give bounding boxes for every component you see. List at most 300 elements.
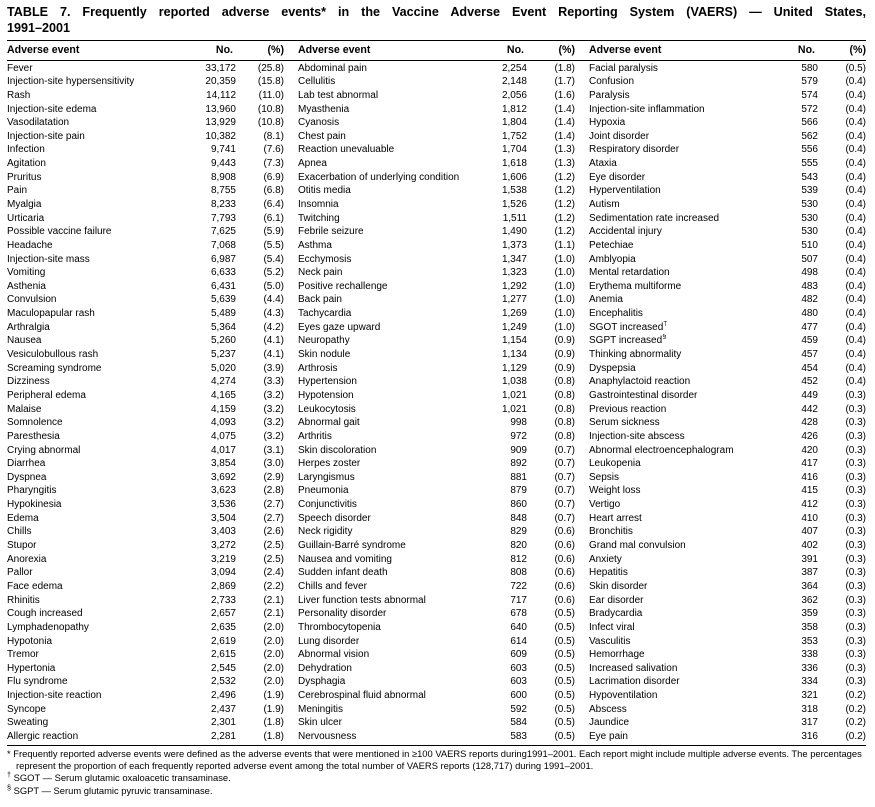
table-row xyxy=(7,594,284,608)
event-count: 1,511 xyxy=(502,212,527,224)
adverse-event-name: Facial paralysis xyxy=(589,62,658,74)
event-count: 5,237 xyxy=(210,349,236,361)
table-body xyxy=(7,61,866,745)
event-percent: (0.7) xyxy=(554,458,575,470)
adverse-event-name: Abdominal pain xyxy=(298,62,367,74)
event-count: 2,056 xyxy=(501,89,527,101)
table-row xyxy=(298,730,575,744)
table-row xyxy=(7,484,284,498)
header-no: No. xyxy=(506,43,524,56)
event-percent: (1.4) xyxy=(554,130,575,142)
adverse-event-name: Hyperventilation xyxy=(589,185,661,197)
table-row xyxy=(298,484,575,498)
event-percent: (0.5) xyxy=(554,676,575,688)
event-percent: (0.3) xyxy=(845,649,866,661)
event-percent: (1.6) xyxy=(554,89,575,101)
table-row xyxy=(589,580,866,594)
adverse-event-name: Dysphagia xyxy=(298,676,346,688)
table-row xyxy=(7,375,284,389)
table-row xyxy=(7,266,284,280)
event-count: 8,908 xyxy=(210,171,236,183)
event-count: 1,804 xyxy=(501,117,527,129)
table-row xyxy=(589,594,866,608)
table-row xyxy=(7,116,284,130)
table-row xyxy=(298,648,575,662)
adverse-event-name: Pharyngitis xyxy=(7,485,57,497)
event-percent: (0.4) xyxy=(845,185,866,197)
adverse-event-name: Sedimentation rate increased xyxy=(589,212,720,224)
event-count: 2,148 xyxy=(501,76,527,88)
table-header xyxy=(7,41,866,60)
header-no: No. xyxy=(215,43,233,56)
event-count: 3,403 xyxy=(210,526,236,538)
event-percent: (11.0) xyxy=(258,89,284,101)
event-percent: (15.8) xyxy=(257,76,284,88)
event-percent: (10.8) xyxy=(257,103,284,115)
event-percent: (6.1) xyxy=(263,212,284,224)
column-group-2 xyxy=(298,62,575,744)
event-percent: (25.8) xyxy=(257,62,284,74)
table-row xyxy=(589,212,866,226)
event-count: 20,359 xyxy=(205,76,236,88)
event-count: 3,536 xyxy=(210,499,236,511)
event-percent: (0.4) xyxy=(845,349,866,361)
table-row xyxy=(7,580,284,594)
event-percent: (0.4) xyxy=(845,226,866,238)
event-percent: (0.3) xyxy=(845,635,866,647)
table-row xyxy=(7,730,284,744)
event-percent: (1.2) xyxy=(554,226,575,238)
adverse-event-name: Injection-site pain xyxy=(7,130,85,142)
event-percent: (8.1) xyxy=(263,130,284,142)
adverse-event-name: Ear disorder xyxy=(589,594,644,606)
adverse-event-name: Paralysis xyxy=(589,89,630,101)
header-percent: (%) xyxy=(558,43,575,56)
event-count: 5,260 xyxy=(210,335,236,347)
event-count: 820 xyxy=(510,540,527,552)
adverse-event-name: Pain xyxy=(7,185,28,197)
adverse-event-name: Hypokinesia xyxy=(7,499,62,511)
event-percent: (2.6) xyxy=(263,526,284,538)
event-count: 3,094 xyxy=(210,567,236,579)
table-row xyxy=(7,703,284,717)
adverse-event-name: Crying abnormal xyxy=(7,444,81,456)
event-percent: (0.3) xyxy=(845,553,866,565)
event-percent: (3.1) xyxy=(263,444,284,456)
adverse-event-name: Accidental injury xyxy=(589,226,662,238)
adverse-event-name: Hypertonia xyxy=(7,662,56,674)
footnote-section xyxy=(7,782,866,797)
adverse-event-name: Lacrimation disorder xyxy=(589,676,680,688)
event-percent: (5.5) xyxy=(263,239,284,251)
adverse-event-name: Respiratory disorder xyxy=(589,144,680,156)
table-row xyxy=(589,293,866,307)
table-row xyxy=(298,253,575,267)
event-count: 483 xyxy=(801,280,818,292)
adverse-event-name: Lymphadenopathy xyxy=(7,621,89,633)
event-count: 1,269 xyxy=(501,308,527,320)
adverse-event-name: Vesiculobullous rash xyxy=(7,349,99,361)
table-row xyxy=(7,525,284,539)
event-percent: (0.4) xyxy=(845,130,866,142)
event-count: 1,490 xyxy=(501,226,527,238)
event-count: 998 xyxy=(510,417,527,429)
event-count: 1,606 xyxy=(501,171,527,183)
table-row xyxy=(589,635,866,649)
event-percent: (0.4) xyxy=(845,376,866,388)
adverse-event-name: Meningitis xyxy=(298,703,344,715)
table-row xyxy=(589,607,866,621)
event-count: 334 xyxy=(801,676,818,688)
table-row xyxy=(298,498,575,512)
table-row xyxy=(589,403,866,417)
event-percent: (3.2) xyxy=(263,389,284,401)
event-percent: (0.4) xyxy=(845,308,866,320)
event-count: 420 xyxy=(801,444,818,456)
table-row xyxy=(298,635,575,649)
event-percent: (1.8) xyxy=(263,717,284,729)
adverse-event-name: Ecchymosis xyxy=(298,253,352,265)
event-count: 808 xyxy=(510,567,527,579)
event-percent: (1.4) xyxy=(554,117,575,129)
adverse-event-name: Injection-site abscess xyxy=(589,430,685,442)
table-row xyxy=(298,607,575,621)
adverse-event-name: Asthma xyxy=(298,239,332,251)
table-row xyxy=(298,389,575,403)
event-percent: (0.3) xyxy=(845,499,866,511)
event-count: 358 xyxy=(801,621,818,633)
event-percent: (6.9) xyxy=(263,171,284,183)
event-percent: (0.7) xyxy=(554,499,575,511)
adverse-event-name: Vasodilatation xyxy=(7,117,70,129)
table-row xyxy=(589,143,866,157)
event-count: 1,154 xyxy=(501,335,527,347)
rule-bottom xyxy=(7,745,866,746)
table-row xyxy=(7,471,284,485)
event-percent: (0.4) xyxy=(845,253,866,265)
table-row xyxy=(298,225,575,239)
event-percent: (0.3) xyxy=(845,389,866,401)
adverse-event-name: Injection-site edema xyxy=(7,103,97,115)
table-row xyxy=(589,689,866,703)
adverse-event-name: Hypotension xyxy=(298,389,354,401)
table-row xyxy=(7,430,284,444)
table-row xyxy=(589,280,866,294)
table-row xyxy=(7,716,284,730)
table-row xyxy=(589,198,866,212)
adverse-event-name: Stupor xyxy=(7,540,37,552)
event-count: 972 xyxy=(510,430,527,442)
adverse-event-name: Chest pain xyxy=(298,130,346,142)
adverse-event-name: Anxiety xyxy=(589,553,622,565)
adverse-event-name: Syncope xyxy=(7,703,46,715)
table-row xyxy=(7,389,284,403)
adverse-event-name: Anaphylactoid reaction xyxy=(589,376,691,388)
event-percent: (0.3) xyxy=(845,458,866,470)
table-row xyxy=(589,116,866,130)
event-count: 1,129 xyxy=(501,362,527,374)
table-row xyxy=(298,198,575,212)
event-count: 4,274 xyxy=(210,376,236,388)
table-row xyxy=(7,62,284,76)
event-count: 452 xyxy=(801,376,818,388)
table-row xyxy=(298,716,575,730)
event-count: 338 xyxy=(801,649,818,661)
table-row xyxy=(298,594,575,608)
table-row xyxy=(589,307,866,321)
adverse-event-name: Malaise xyxy=(7,403,42,415)
adverse-event-name: Arthralgia xyxy=(7,321,50,333)
table-row xyxy=(7,143,284,157)
table-row xyxy=(589,321,866,335)
table-row xyxy=(589,375,866,389)
event-percent: (1.2) xyxy=(554,171,575,183)
adverse-event-name: Twitching xyxy=(298,212,340,224)
event-count: 2,281 xyxy=(210,730,236,742)
event-count: 5,489 xyxy=(210,308,236,320)
adverse-event-name: Gastrointestinal disorder xyxy=(589,389,698,401)
adverse-event-name: Speech disorder xyxy=(298,512,371,524)
event-percent: (0.7) xyxy=(554,485,575,497)
event-count: 530 xyxy=(801,212,818,224)
event-count: 457 xyxy=(801,349,818,361)
adverse-event-name: Infection xyxy=(7,144,45,156)
table-row xyxy=(589,157,866,171)
adverse-event-name: Sepsis xyxy=(589,471,620,483)
event-percent: (3.9) xyxy=(263,362,284,374)
adverse-event-name: Eye pain xyxy=(589,730,628,742)
event-count: 449 xyxy=(801,389,818,401)
event-percent: (4.1) xyxy=(263,335,284,347)
event-count: 580 xyxy=(801,62,818,74)
adverse-event-name: Vertigo xyxy=(589,499,621,511)
event-percent: (1.2) xyxy=(554,185,575,197)
header-adverse-event: Adverse event xyxy=(7,43,80,56)
event-count: 7,625 xyxy=(210,226,236,238)
event-percent: (2.1) xyxy=(263,608,284,620)
event-count: 678 xyxy=(510,608,527,620)
table-row xyxy=(589,730,866,744)
event-percent: (0.9) xyxy=(554,349,575,361)
event-percent: (0.4) xyxy=(845,144,866,156)
table-row xyxy=(7,253,284,267)
event-count: 2,619 xyxy=(210,635,236,647)
event-count: 459 xyxy=(801,335,818,347)
table-row xyxy=(589,253,866,267)
adverse-event-name: Nausea xyxy=(7,335,42,347)
table-title-line-2: 1991–2001 xyxy=(7,20,71,35)
event-count: 8,233 xyxy=(210,199,236,210)
event-percent: (0.5) xyxy=(554,717,575,729)
footnotes xyxy=(7,748,866,798)
event-count: 353 xyxy=(801,635,818,647)
adverse-event-name: Increased salivation xyxy=(589,662,678,674)
event-percent: (0.5) xyxy=(554,649,575,661)
table-row xyxy=(7,362,284,376)
adverse-event-name: Tachycardia xyxy=(298,308,352,320)
event-percent: (0.4) xyxy=(845,212,866,224)
adverse-event-name: Positive rechallenge xyxy=(298,280,388,292)
table-row xyxy=(7,293,284,307)
adverse-event-name: Guillain-Barré syndrome xyxy=(298,540,406,552)
event-percent: (1.9) xyxy=(263,690,284,702)
event-percent: (0.3) xyxy=(845,594,866,606)
event-count: 4,165 xyxy=(210,389,236,401)
event-percent: (1.7) xyxy=(554,76,575,88)
table-row xyxy=(298,184,575,198)
table-row xyxy=(298,62,575,76)
adverse-event-name: Abnormal vision xyxy=(298,649,370,661)
event-count: 477 xyxy=(801,321,818,333)
table-row xyxy=(7,662,284,676)
event-count: 530 xyxy=(801,226,818,238)
event-count: 892 xyxy=(510,458,527,470)
event-count: 4,159 xyxy=(210,403,236,415)
adverse-event-name: Joint disorder xyxy=(589,130,650,142)
adverse-event-name: Injection-site hypersensitivity xyxy=(7,76,135,88)
adverse-event-name: Eyes gaze upward xyxy=(298,321,381,333)
table-row xyxy=(298,334,575,348)
adverse-event-name: Injection-site inflammation xyxy=(589,103,705,115)
event-percent: (0.6) xyxy=(554,580,575,592)
table-row xyxy=(298,362,575,376)
adverse-event-name: Previous reaction xyxy=(589,403,667,415)
adverse-event-name: Hypoventilation xyxy=(589,690,658,702)
event-count: 4,017 xyxy=(210,444,236,456)
event-count: 603 xyxy=(510,662,527,674)
event-count: 407 xyxy=(801,526,818,538)
event-percent: (0.5) xyxy=(554,621,575,633)
event-percent: (1.9) xyxy=(263,703,284,715)
event-count: 5,020 xyxy=(210,362,236,374)
table-row xyxy=(7,212,284,226)
header-percent: (%) xyxy=(267,43,284,56)
event-count: 879 xyxy=(510,485,527,497)
event-count: 2,437 xyxy=(210,703,236,715)
event-percent: (2.1) xyxy=(263,594,284,606)
adverse-event-name: Conjunctivitis xyxy=(298,499,357,511)
table-row xyxy=(589,103,866,117)
event-count: 507 xyxy=(801,253,818,265)
adverse-event-name: Lung disorder xyxy=(298,635,360,647)
table-row xyxy=(589,512,866,526)
table-row xyxy=(298,280,575,294)
adverse-event-name: Leukopenia xyxy=(589,458,641,470)
event-count: 6,633 xyxy=(210,267,236,279)
adverse-event-name: Paresthesia xyxy=(7,430,60,442)
adverse-event-name: Maculopapular rash xyxy=(7,308,95,320)
table-row xyxy=(7,635,284,649)
event-count: 6,987 xyxy=(210,253,236,265)
table-row xyxy=(298,553,575,567)
event-percent: (0.3) xyxy=(845,662,866,674)
adverse-event-name: Myasthenia xyxy=(298,103,350,115)
event-count: 2,615 xyxy=(210,649,236,661)
table-row xyxy=(7,157,284,171)
event-count: 3,219 xyxy=(210,553,236,565)
table-row xyxy=(7,307,284,321)
table-row xyxy=(298,103,575,117)
footnote-section-marker: § xyxy=(7,782,11,792)
event-count: 482 xyxy=(801,294,818,306)
event-count: 387 xyxy=(801,567,818,579)
adverse-event-name: Skin discoloration xyxy=(298,444,377,456)
adverse-event-name: Pallor xyxy=(7,567,33,579)
event-count: 391 xyxy=(801,553,818,565)
event-percent: (7.3) xyxy=(263,158,284,170)
adverse-event-name: Heart arrest xyxy=(589,512,642,524)
event-percent: (5.0) xyxy=(263,280,284,292)
table-row xyxy=(589,130,866,144)
adverse-event-name: Injection-site reaction xyxy=(7,690,102,702)
table-row xyxy=(589,675,866,689)
header-group-2 xyxy=(298,41,575,60)
event-count: 583 xyxy=(510,730,527,742)
event-count: 3,692 xyxy=(210,471,236,483)
event-percent: (0.2) xyxy=(845,717,866,729)
event-count: 415 xyxy=(801,485,818,497)
event-count: 1,038 xyxy=(501,376,527,388)
event-count: 722 xyxy=(510,580,527,592)
table-row xyxy=(298,689,575,703)
event-percent: (0.4) xyxy=(845,267,866,279)
adverse-event-name: Leukocytosis xyxy=(298,403,356,415)
event-percent: (0.5) xyxy=(554,690,575,702)
adverse-event-name: Asthenia xyxy=(7,280,46,292)
event-percent: (0.4) xyxy=(845,199,866,210)
table-row xyxy=(298,471,575,485)
event-count: 1,347 xyxy=(501,253,527,265)
table-row xyxy=(298,525,575,539)
event-count: 410 xyxy=(801,512,818,524)
adverse-event-name: Neck rigidity xyxy=(298,526,353,538)
adverse-event-name: Agitation xyxy=(7,158,46,170)
event-count: 3,623 xyxy=(210,485,236,497)
table-row xyxy=(7,198,284,212)
table-row xyxy=(298,512,575,526)
event-count: 2,496 xyxy=(210,690,236,702)
event-count: 428 xyxy=(801,417,818,429)
event-percent: (0.3) xyxy=(845,444,866,456)
event-count: 848 xyxy=(510,512,527,524)
table-row xyxy=(7,280,284,294)
event-count: 812 xyxy=(510,553,527,565)
event-percent: (0.6) xyxy=(554,567,575,579)
event-percent: (1.8) xyxy=(554,62,575,74)
event-count: 4,075 xyxy=(210,430,236,442)
event-count: 555 xyxy=(801,158,818,170)
event-count: 33,172 xyxy=(205,62,236,74)
adverse-event-name: Exacerbation of underlying condition xyxy=(298,171,460,183)
table-row xyxy=(589,75,866,89)
event-percent: (0.4) xyxy=(845,171,866,183)
column-group-3 xyxy=(589,62,866,744)
table-row xyxy=(589,389,866,403)
header-group-1 xyxy=(7,41,284,60)
table-title xyxy=(7,5,866,37)
adverse-event-name: Sweating xyxy=(7,717,49,729)
event-percent: (0.8) xyxy=(554,403,575,415)
table-row xyxy=(298,307,575,321)
table-row xyxy=(7,553,284,567)
adverse-event-name: Insomnia xyxy=(298,199,339,210)
event-percent: (2.2) xyxy=(263,580,284,592)
event-count: 480 xyxy=(801,308,818,320)
event-count: 1,812 xyxy=(501,103,527,115)
event-percent: (1.0) xyxy=(554,308,575,320)
event-percent: (0.6) xyxy=(554,540,575,552)
event-percent: (0.9) xyxy=(554,362,575,374)
